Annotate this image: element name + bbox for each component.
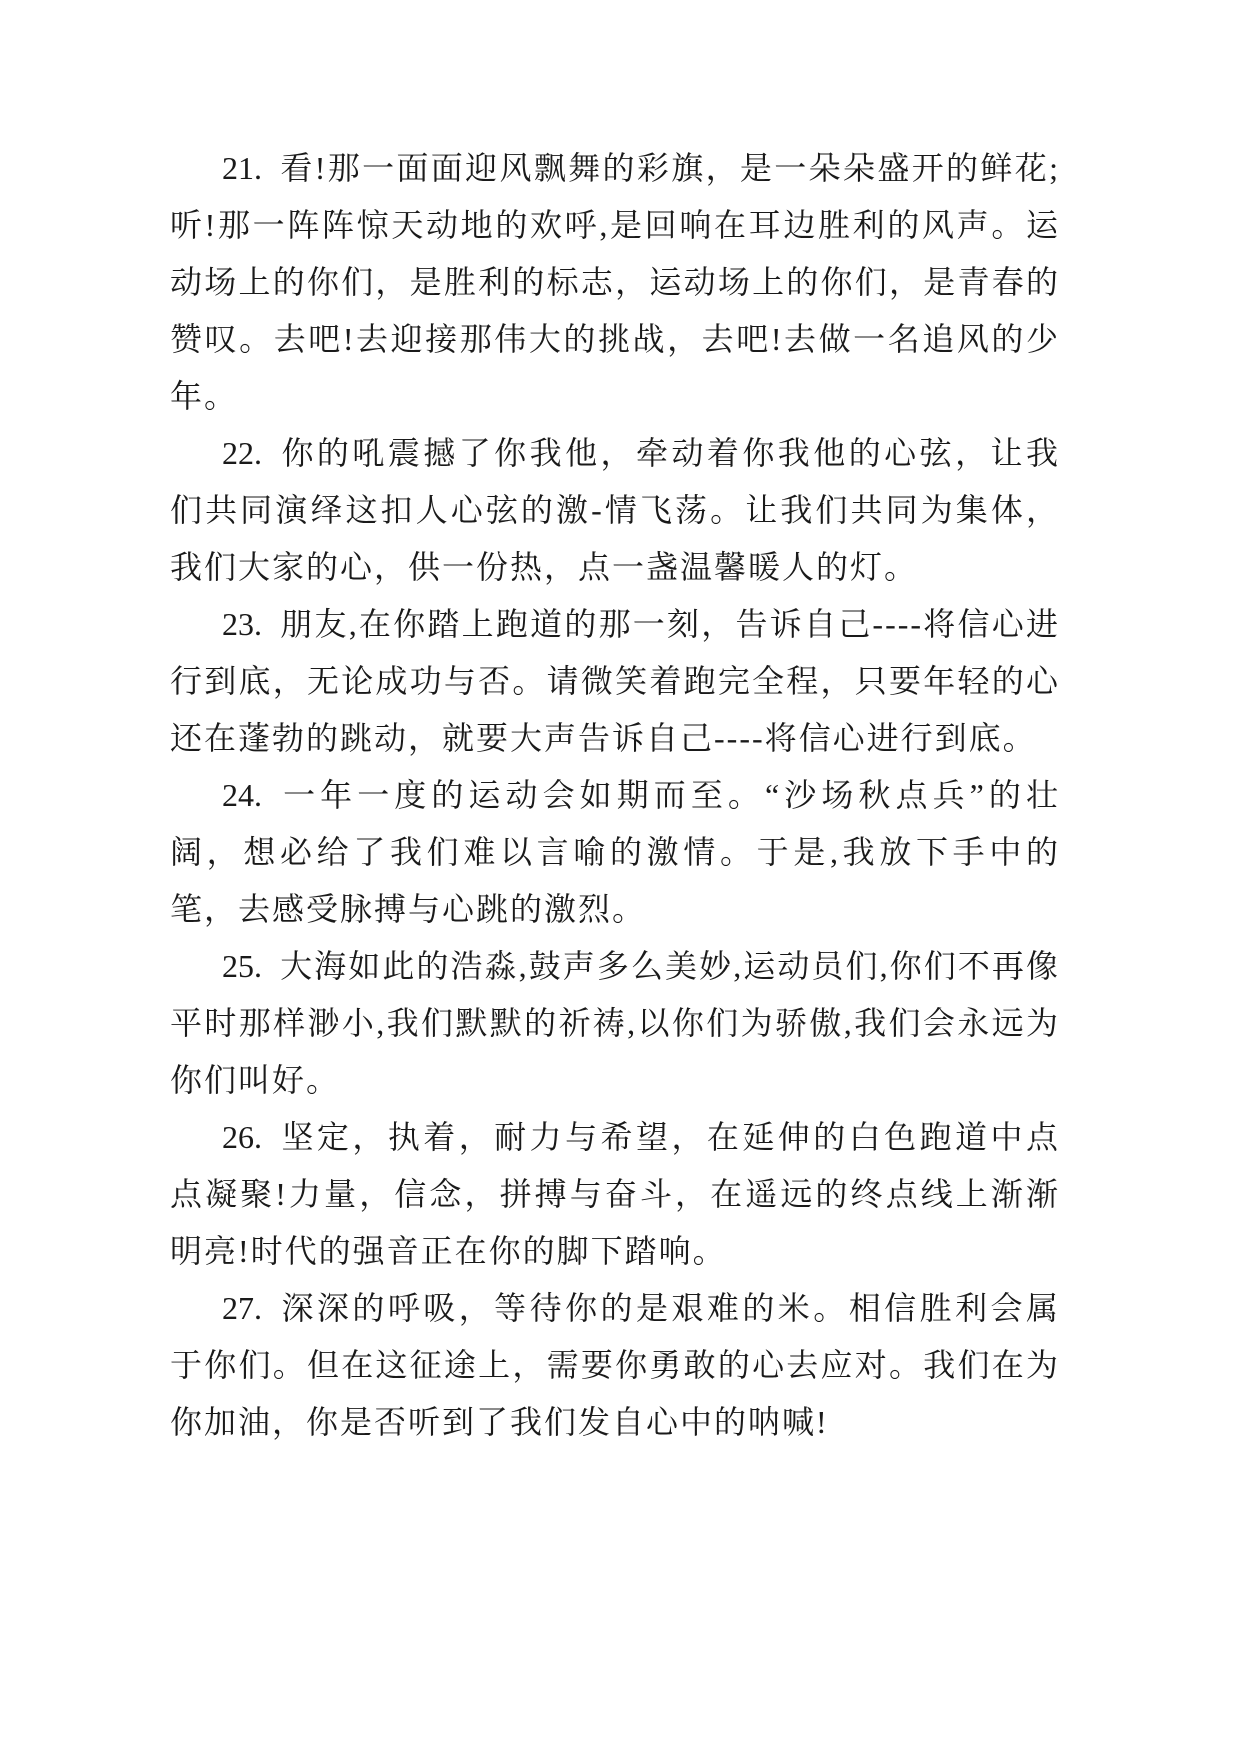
document-body [170, 140, 1060, 1451]
quote-paragraph-21 [170, 140, 1060, 425]
quote-paragraph-25 [170, 938, 1060, 1109]
quote-number: 27. [222, 1290, 262, 1326]
quote-number: 23. [222, 606, 262, 642]
quote-number: 22. [222, 435, 262, 471]
quote-paragraph-27 [170, 1280, 1060, 1451]
quote-text: 你的吼震撼了你我他，牵动着你我他的心弦，让我们共同演绎这扣人心弦的激-情飞荡。让我们共同为集体，我们大家的心，供一份热，点一盏温馨暖人的灯。 [170, 435, 1060, 585]
quote-number: 24. [222, 777, 262, 813]
quote-text: 朋友,在你踏上跑道的那一刻，告诉自己----将信心进行到底，无论成功与否。请微笑着跑完全程，只要年轻的心还在蓬勃的跳动，就要大声告诉自己----将信心进行到底。 [170, 606, 1060, 756]
quote-paragraph-23 [170, 596, 1060, 767]
quote-text: 深深的呼吸，等待你的是艰难的米。相信胜利会属于你们。但在这征途上，需要你勇敢的心去应对。我们在为你加油，你是否听到了我们发自心中的呐喊! [170, 1290, 1060, 1440]
quote-number: 26. [222, 1119, 262, 1155]
quote-number: 21. [222, 150, 262, 186]
quote-paragraph-24 [170, 767, 1060, 938]
quote-text: 一年一度的运动会如期而至。“沙场秋点兵”的壮阔，想必给了我们难以言喻的激情。于是,我放下手中的笔，去感受脉搏与心跳的激烈。 [170, 777, 1060, 927]
quote-paragraph-26 [170, 1109, 1060, 1280]
quote-paragraph-22 [170, 425, 1060, 596]
quote-number: 25. [222, 948, 262, 984]
quote-text: 看!那一面面迎风飘舞的彩旗，是一朵朵盛开的鲜花;听!那一阵阵惊天动地的欢呼,是回响在耳边胜利的风声。运动场上的你们，是胜利的标志，运动场上的你们，是青春的赞叹。去吧!去迎接那伟大的挑战，去吧!去做一名追风的少年。 [170, 150, 1060, 414]
quote-text: 坚定，执着，耐力与希望，在延伸的白色跑道中点点凝聚!力量，信念，拼搏与奋斗，在遥远的终点线上渐渐明亮!时代的强音正在你的脚下踏响。 [170, 1119, 1060, 1269]
quote-text: 大海如此的浩淼,鼓声多么美妙,运动员们,你们不再像平时那样渺小,我们默默的祈祷,以你们为骄傲,我们会永远为你们叫好。 [170, 948, 1060, 1098]
